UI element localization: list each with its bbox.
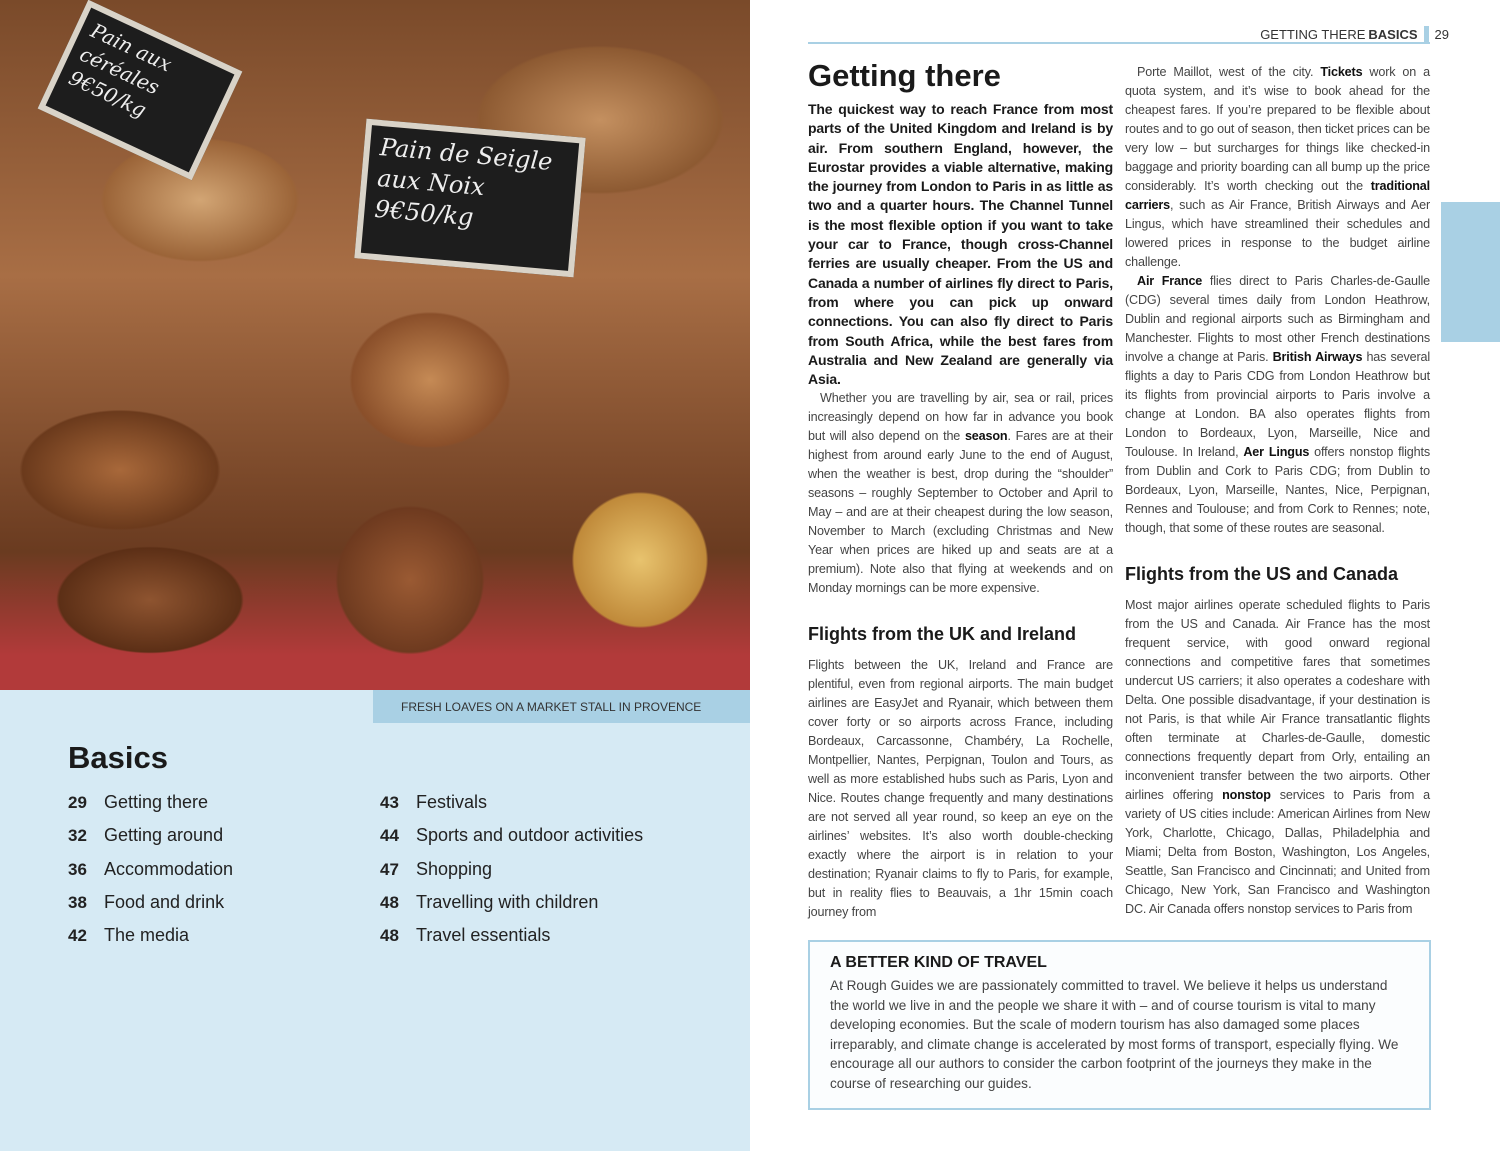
toc-label: Accommodation <box>104 858 234 879</box>
toc-page: 47 <box>380 859 399 879</box>
paragraph <box>808 389 1113 598</box>
page-number: 29 <box>1434 26 1449 42</box>
toc-entry[interactable] <box>380 819 643 852</box>
toc-entry[interactable] <box>380 919 643 952</box>
toc-page: 44 <box>380 826 399 846</box>
toc-label: Sports and outdoor activities <box>416 825 644 846</box>
toc-entry[interactable] <box>68 886 233 919</box>
bold-term: Air France <box>1137 274 1203 288</box>
text-run: Porte Maillot, west of the city. <box>1137 65 1321 79</box>
photo-caption: FRESH LOAVES ON A MARKET STALL IN PROVENCE <box>373 690 750 723</box>
toc-label: The media <box>104 925 190 946</box>
text-run: has several flights a day to Paris CDG from London Heathrow but its flights from provincial airports to Paris involve a change at London. BA also operates flights from London to Bordeaux, Lyon, Marseille, Nice and Toulouse. In Ireland, <box>1125 350 1430 459</box>
toc-page: 32 <box>68 826 87 846</box>
toc-entry[interactable] <box>380 886 643 919</box>
bold-term: British Airways <box>1272 350 1363 364</box>
header-section: GETTING THERE <box>1260 26 1366 42</box>
toc-page: 48 <box>380 926 399 946</box>
toc-entry[interactable] <box>380 786 643 819</box>
toc-page: 48 <box>380 892 399 912</box>
bold-term: season <box>964 429 1008 444</box>
toc-label: Getting there <box>104 792 209 812</box>
toc-page: 29 <box>68 793 87 812</box>
header-divider <box>1424 26 1429 42</box>
chalkboard-sign: Pain de Seigle aux Noix 9€50/kg <box>354 119 585 278</box>
text-run: flies direct to Paris Charles-de-Gaulle (CDG) several times daily from London Heathrow, Dublin and regional airports such as Birmingham and Manchester. Flights to most other French destinations involve a change at Paris. <box>1125 274 1431 364</box>
text-run: services to Paris from a variety of US cities include: American Airlines from New York, Charlotte, Chicago, Dallas, Philadelphia and Miami; Delta from Boston, Washington, Los Angeles, Seattle, San Francisco and Cincinnati; and United from Chicago, New York, San Francisco and Washington DC. Air Canada offers nonstop services to Paris from <box>1125 788 1430 916</box>
text-run: . Fares are at their highest from around early June to the end of August, when the weather is best, drop during the “shoulder” seasons – roughly September to October and April to May – and are at their cheapest during the low season, November to March (excluding Christmas and New Year when prices are hiked up and seats are at a premium). Note also that flying at weekends and on Monday mornings can be more expensive. <box>808 429 1114 596</box>
toc-page: 38 <box>68 892 87 912</box>
running-header <box>1260 26 1449 42</box>
toc-page: 42 <box>68 926 87 946</box>
bold-term: Tickets <box>1320 65 1363 79</box>
toc-label: Getting around <box>104 825 224 846</box>
toc-entry[interactable] <box>68 819 233 852</box>
paragraph <box>1125 272 1430 538</box>
paragraph <box>1125 63 1430 272</box>
chapter-title: Basics <box>68 740 168 775</box>
text-run: Most major airlines operate scheduled flights to Paris from the US and Canada. Air France has the most frequent service, with good onward regional connections and competitive fares that sometimes undercut US carriers; it also operates a codeshare with Delta. One possible disadvantage, if your destination is not Paris, is that while Air France transatlantic flights often terminate at Charles-de-Gaulle, domestic connections frequently depart from Orly, entailing an inconvenient transfer between the two airports. Other airlines offering <box>1125 598 1430 802</box>
toc-column <box>380 786 643 952</box>
text-column-1 <box>808 56 1113 922</box>
text-run: offers nonstop flights from Dublin and Cork to Paris CDG; from Dublin to Bordeaux, Lyon, Marseille, Nantes, Nice, Perpignan, Rennes and Toulouse; and from Cork to Rennes; note, though, that some of these routes are seasonal. <box>1125 445 1430 535</box>
toc-label: Travelling with children <box>416 891 599 912</box>
text-run: Whether you are travelling by air, sea or rail, prices increasingly depend on how far in advance you book but will also depend on the <box>808 391 1113 444</box>
box-text: At Rough Guides we are passionately committed to travel. We believe it helps us understand the world we live in and the people we share it with – and of course tourism is vital to many developing economies. But the scale of modern tourism has also damaged some places irreparably, and climate change is accelerated by most forms of transport, especially flying. We encourage all our authors to consider the carbon footprint of the journeys they make in the course of researching our guides. <box>830 978 1399 1091</box>
text-column-2 <box>1125 63 1430 919</box>
bread-photo <box>0 0 750 690</box>
bold-term: nonstop <box>1222 788 1271 802</box>
section-tab <box>1441 202 1500 342</box>
section-heading: Flights from the US and Canada <box>1125 564 1399 584</box>
bold-term: Aer Lingus <box>1243 445 1310 459</box>
toc-label: Food and drink <box>104 891 225 912</box>
text-run: work on a quota system, and it’s wise to book ahead for the cheapest fares. If you’re prepared to be flexible about routes and to go out of season, then ticket prices can be very low – but surcharges for things like checked-in baggage and priority boarding can all bump up the price considerably. It’s worth checking out the <box>1125 65 1430 193</box>
toc-label: Shopping <box>416 858 493 879</box>
lead-paragraph: The quickest way to reach France from most parts of the United Kingdom and Ireland is by air. From southern England, however, the Eurostar provides a viable alternative, making the journey from London to Paris in as little as two and a quarter hours. The Channel Tunnel is the most flexible option if you want to take your car to France, though cross-Channel ferries are usually cheaper. From the US and Canada a number of airlines fly direct to Paris, from where you can pick up onward connections. You can also fly direct to Paris from South Africa, while the best fares from Australia and New Zealand are generally via Asia. <box>808 101 1113 388</box>
paragraph <box>1125 596 1430 919</box>
toc-entry[interactable] <box>68 853 233 886</box>
info-box <box>808 940 1431 1110</box>
toc-page: 43 <box>380 793 399 812</box>
toc-page: 36 <box>68 859 87 879</box>
header-bold: BASICS <box>1368 26 1418 42</box>
bold-term: traditional carriers <box>1125 179 1430 212</box>
toc-label: Festivals <box>416 792 488 812</box>
toc-entry[interactable] <box>380 853 643 886</box>
text-run: Flights between the UK, Ireland and France are plentiful, even from regional airports. The main budget airlines are EasyJet and Ryanair, which between them cover forty or so airports across France, including Bordeaux, Carcassonne, Chambéry, La Rochelle, Montpellier, Nantes, Perpignan, Toulon and Tours, as well as more established hubs such as Paris, Lyon and Nice. Routes change frequently and many destinations are not served all year round, so keep an eye on the airlines’ websites. It’s also worth double-checking exactly where the airport is in relation to your destination; Ryanair claims to fly to Paris, for example, but in reality flies to Beauvais, a 1hr 15min coach journey from <box>808 658 1113 920</box>
toc-label: Travel essentials <box>416 925 551 946</box>
text-run: , such as Air France, British Airways and Aer Lingus, which have streamlined their schedules and lowered prices in response to the budget airline challenge. <box>1125 198 1430 269</box>
chalkboard-sign: Pain aux céréales 9€50/kg <box>38 0 243 180</box>
toc-entry[interactable] <box>68 786 233 819</box>
page-title: Getting there <box>808 58 1001 93</box>
toc-column <box>68 786 233 952</box>
box-title: A BETTER KIND OF TRAVEL <box>830 954 1047 971</box>
section-heading: Flights from the UK and Ireland <box>808 624 1077 645</box>
paragraph <box>808 656 1113 922</box>
toc-entry[interactable] <box>68 919 233 952</box>
header-rule <box>808 42 1430 44</box>
